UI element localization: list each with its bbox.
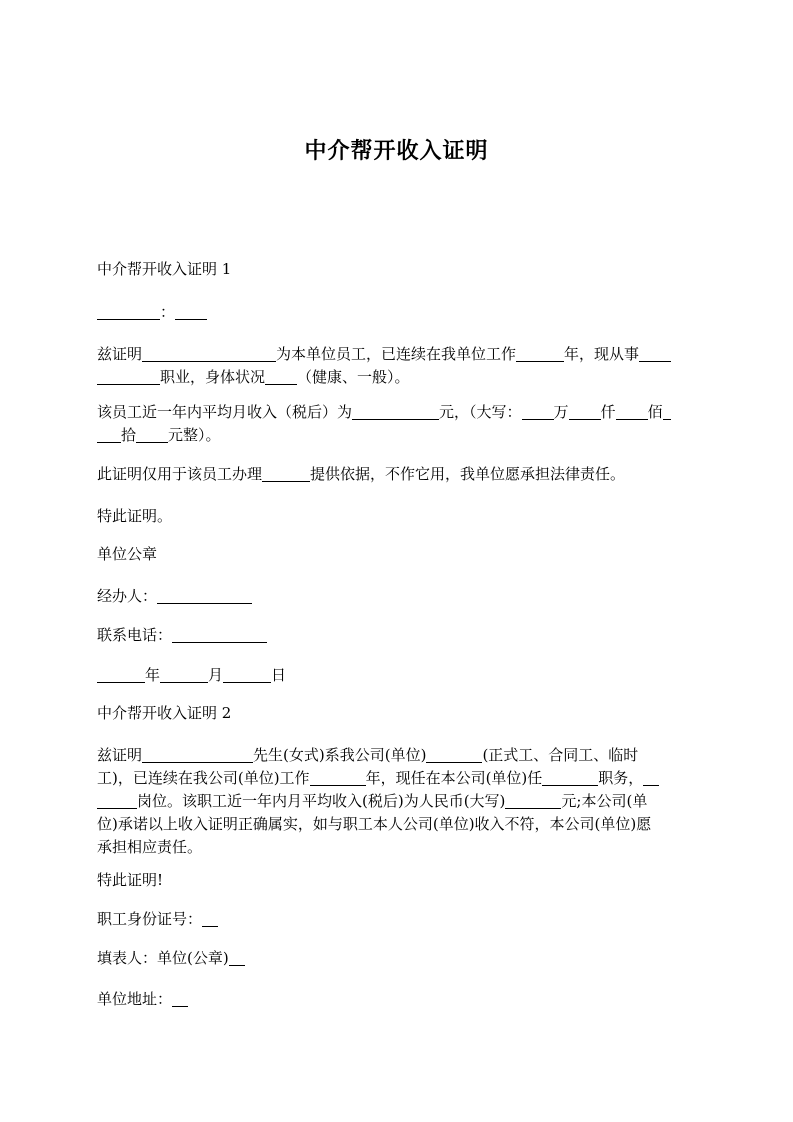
blank-post-2 <box>97 793 137 809</box>
blank-income <box>352 404 439 420</box>
address-line: 单位地址： <box>97 988 697 1011</box>
recipient-blank-2 <box>175 304 207 320</box>
blank-health <box>265 369 297 385</box>
blank-job-2 <box>97 369 160 385</box>
blank-address <box>172 991 188 1007</box>
blank-years <box>516 346 564 362</box>
blank-income-2 <box>505 793 561 809</box>
company-seal-label: 单位公章 <box>97 545 158 563</box>
salutation-colon: ： <box>160 303 176 321</box>
blank-qian <box>569 404 601 420</box>
blank-year <box>97 667 145 683</box>
blank-position <box>542 770 598 786</box>
section1-heading: 中介帮开收入证明 1 <box>97 260 232 278</box>
section1-paragraph-1: 兹证明 为本单位员工，已连续在我单位工作 年，现从事 职业，身体状况 （健康、一般）。 <box>97 343 697 389</box>
blank-phone <box>172 627 267 643</box>
blank-yuan <box>136 427 168 443</box>
date-line: 年 月 日 <box>97 664 697 687</box>
blank-id <box>202 911 218 927</box>
blank-handler <box>157 588 252 604</box>
section2-paragraph-1: 兹证明 先生(女式)系我公司(单位) (正式工、合同工、临时 工)，已连续在我公司(单位)工作 年，现任在本公司(单位)任 职务， 岗位。该职工近一年内月平均收入(税后)为人民币(大写) 元;本公司(单 位)承诺以上收入证明正确属实，如与职工本人公司(单位)收入不符，本公司(单位)愿 承担相应责任。 <box>97 744 697 859</box>
blank-name <box>142 346 276 362</box>
section1-closing: 特此证明。 <box>97 507 173 525</box>
salutation-line <box>97 301 697 324</box>
blank-wan <box>522 404 554 420</box>
blank-filler <box>229 950 245 966</box>
blank-company <box>426 747 482 763</box>
document-title: 中介帮开收入证明 <box>304 139 489 164</box>
recipient-blank <box>97 304 160 320</box>
blank-job-1 <box>639 346 671 362</box>
blank-post-1 <box>643 770 659 786</box>
blank-month <box>160 667 208 683</box>
blank-name-2 <box>142 747 253 763</box>
section1-paragraph-2: 该员工近一年内平均月收入（税后）为 元，（大写： 万 仟 佰 拾 元整）。 <box>97 401 697 447</box>
filler-line: 填表人：单位(公章) <box>97 947 697 970</box>
id-number-line: 职工身份证号： <box>97 908 697 931</box>
section2-heading: 中介帮开收入证明 2 <box>97 704 232 722</box>
blank-years-2 <box>310 770 366 786</box>
section1-paragraph-3: 此证明仅用于该员工办理 提供依据，不作它用，我单位愿承担法律责任。 <box>97 465 626 483</box>
blank-purpose <box>262 466 310 482</box>
phone-line: 联系电话： <box>97 624 697 647</box>
blank-bai <box>616 404 648 420</box>
blank-shi-2 <box>97 427 121 443</box>
handler-line: 经办人： <box>97 585 697 608</box>
blank-shi-1 <box>663 404 671 420</box>
blank-day <box>223 667 271 683</box>
section2-closing: 特此证明! <box>97 871 164 889</box>
